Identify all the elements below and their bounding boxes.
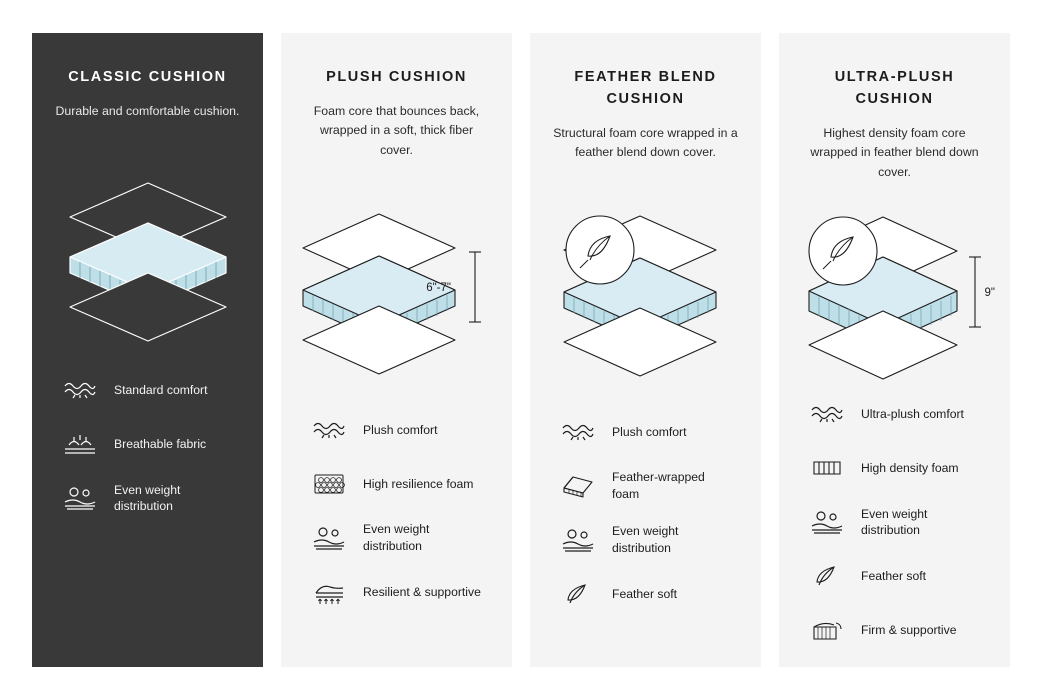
page-title: CLASSIC CUSHION bbox=[68, 69, 227, 85]
dimension-bracket bbox=[469, 252, 481, 322]
list-item bbox=[309, 575, 490, 609]
feature-label: Even weight distribution bbox=[612, 524, 679, 555]
wave-comfort-icon bbox=[309, 413, 349, 447]
list-item bbox=[309, 467, 490, 501]
dimension-bracket bbox=[969, 257, 981, 327]
feature-label: Plush comfort bbox=[363, 422, 438, 437]
leaf-badge-icon bbox=[809, 217, 877, 285]
list-item bbox=[807, 613, 988, 647]
list-item bbox=[807, 397, 988, 431]
list-item bbox=[807, 451, 988, 485]
feature-label: Standard comfort bbox=[114, 383, 208, 398]
feature-label: Even weight distribution bbox=[861, 506, 928, 537]
list-item bbox=[558, 415, 739, 449]
feature-list bbox=[303, 413, 490, 609]
layers-svg bbox=[795, 199, 995, 389]
list-item bbox=[807, 559, 988, 593]
card-classic-cushion[interactable] bbox=[32, 33, 263, 667]
leaf-icon bbox=[558, 577, 598, 611]
list-item bbox=[309, 413, 490, 447]
feature-label: Resilient & supportive bbox=[363, 584, 481, 599]
feature-label: High density foam bbox=[861, 460, 959, 475]
even-weight-icon bbox=[60, 481, 100, 515]
card-description: Durable and comfortable cushion. bbox=[55, 103, 240, 118]
page-title: ULTRA-PLUSH CUSHION bbox=[834, 69, 955, 107]
feature-label: Ultra-plush comfort bbox=[861, 406, 964, 421]
list-item bbox=[807, 505, 988, 539]
feature-label: Even weight distribution bbox=[363, 522, 430, 553]
wave-comfort-icon bbox=[60, 373, 100, 407]
feature-list bbox=[54, 373, 241, 515]
list-item bbox=[60, 481, 241, 515]
even-weight-icon bbox=[807, 505, 847, 539]
cushion-layers-illustration bbox=[552, 173, 739, 413]
feature-list bbox=[801, 397, 988, 647]
feature-label: Feather soft bbox=[612, 586, 678, 601]
wave-comfort-icon bbox=[558, 415, 598, 449]
honeycomb-foam-icon bbox=[309, 467, 349, 501]
list-item bbox=[558, 469, 739, 503]
even-weight-icon bbox=[558, 523, 598, 557]
feature-label: High resilience foam bbox=[363, 476, 474, 491]
list-item bbox=[309, 521, 490, 555]
even-weight-icon bbox=[309, 521, 349, 555]
feature-label: Firm & supportive bbox=[861, 622, 957, 637]
feature-list bbox=[552, 415, 739, 611]
leaf-icon bbox=[807, 559, 847, 593]
feature-label: Plush comfort bbox=[612, 424, 687, 439]
high-density-foam-icon bbox=[807, 451, 847, 485]
feature-label: Even weight distribution bbox=[114, 482, 181, 514]
card-description: Highest density foam core wrapped in feather blend down cover. bbox=[810, 125, 979, 179]
card-description: Structural foam core wrapped in a feather blend down cover. bbox=[553, 125, 738, 160]
leaf-badge-icon bbox=[566, 216, 634, 284]
cushion-layers-illustration bbox=[801, 193, 995, 395]
wave-comfort-icon bbox=[807, 397, 847, 431]
feature-label: Breathable fabric bbox=[114, 437, 207, 452]
page-title: FEATHER BLEND CUSHION bbox=[574, 69, 717, 107]
list-item bbox=[558, 523, 739, 557]
breathable-fabric-icon bbox=[60, 427, 100, 461]
list-item bbox=[60, 427, 241, 461]
list-item bbox=[60, 373, 241, 407]
list-item bbox=[558, 577, 739, 611]
dimension-label: 6"-7" bbox=[425, 281, 451, 294]
cushion-layers-illustration bbox=[54, 131, 241, 371]
layers-svg bbox=[299, 196, 495, 386]
card-feather-blend-cushion[interactable] bbox=[530, 33, 761, 667]
firm-support-icon bbox=[807, 613, 847, 647]
feather-wrapped-foam-icon bbox=[558, 469, 598, 503]
cushion-layers-illustration bbox=[303, 171, 490, 411]
dimension-label: 9" bbox=[984, 286, 995, 299]
feature-label: Feather-wrapped foam bbox=[612, 470, 705, 501]
layers-svg bbox=[58, 161, 238, 341]
layers-svg bbox=[548, 198, 744, 388]
card-ultra-plush-cushion[interactable] bbox=[779, 33, 1010, 667]
page-title: PLUSH CUSHION bbox=[326, 69, 467, 85]
feature-label: Feather soft bbox=[861, 568, 927, 583]
resilient-support-icon bbox=[309, 575, 349, 609]
card-plush-cushion[interactable] bbox=[281, 33, 512, 667]
card-description: Foam core that bounces back, wrapped in a soft, thick fiber cover. bbox=[313, 103, 480, 158]
